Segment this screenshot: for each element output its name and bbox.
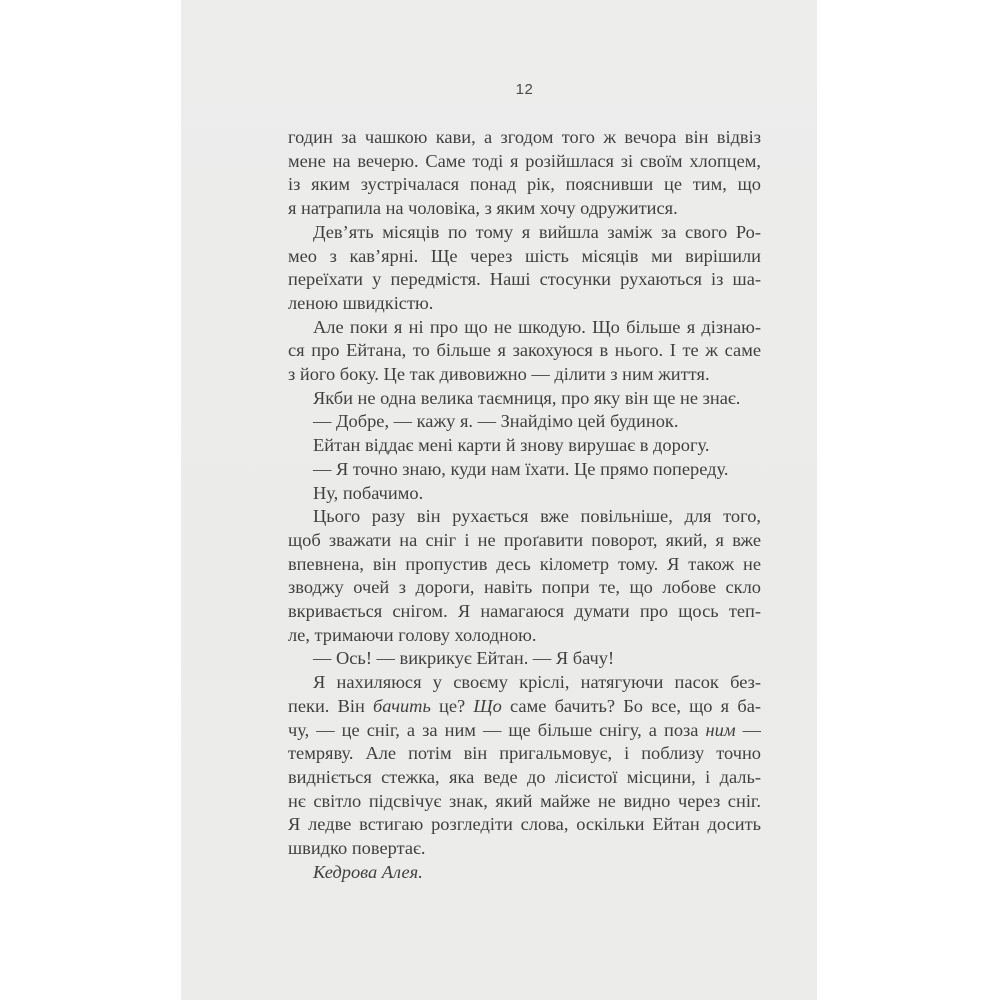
- text-line: [288, 529, 761, 553]
- body-text: годин за чашкою кави, а згодом того ж вечора він відвіз: [288, 127, 761, 147]
- body-text: зводжу очей з дороги, навіть попри те, що лобове скло: [288, 577, 761, 598]
- text-line: [288, 482, 761, 506]
- body-text: — Добре, — кажу я. — Знайдімо цей будинок.: [313, 411, 679, 432]
- text-line: [288, 647, 761, 671]
- body-text: мене на вечерю. Саме тоді я розійшлася зі своїм хлопцем,: [288, 150, 761, 171]
- page-number: 12: [515, 81, 534, 98]
- body-text: вкривається снігом. Я намагаюся думати про щось теп-: [288, 601, 761, 622]
- text-line: [288, 339, 761, 363]
- body-text: Але поки я ні про що не шкодую. Що більше я дізнаю-: [313, 316, 761, 337]
- body-text: темряву. Але потім він пригальмовує, і поблизу точно: [288, 743, 761, 764]
- body-text: мео з кав’ярні. Ще через шість місяців ми вирішили: [288, 245, 761, 266]
- italic-text: Що: [473, 695, 502, 716]
- text-line: [288, 126, 761, 150]
- body-text: пеки. Він: [288, 695, 374, 716]
- body-text: Я нахиляюся у своєму кріслі, натягуючи пасок без-: [313, 672, 761, 693]
- body-text: леною швидкістю.: [288, 292, 434, 313]
- text-line: [288, 245, 761, 269]
- text-line: [288, 173, 761, 197]
- body-text: ле, тримаючи голову холодною.: [288, 624, 537, 645]
- text-line: [288, 576, 761, 600]
- text-line: [288, 671, 761, 695]
- body-text: ся про Ейтана, то більше я закохуюся в нього. І те ж саме: [288, 340, 761, 361]
- body-text: нє світло підсвічує знак, який майже не видно через сніг.: [288, 790, 761, 811]
- body-text: переїхати у передмістя. Наші стосунки рухаються із ша-: [288, 269, 761, 290]
- text-line: [288, 410, 761, 434]
- text-line: [288, 387, 761, 411]
- book-page: [181, 0, 817, 1000]
- text-line: [288, 292, 761, 316]
- body-text: впевнена, він пропустив десь кілометр тому. Я також не: [288, 553, 761, 574]
- text-line: [288, 624, 761, 648]
- text-line: [288, 363, 761, 387]
- text-line: [288, 766, 761, 790]
- text-line: [288, 837, 761, 861]
- italic-text: Кедрова Алея.: [313, 861, 423, 882]
- body-text: саме бачить? Бо все, що я ба-: [501, 695, 761, 716]
- text-line: [288, 458, 761, 482]
- text-line: [288, 221, 761, 245]
- body-text: Дев’ять місяців по тому я вийшла заміж за свого Ро-: [313, 221, 761, 242]
- body-text: Ну, побачимо.: [313, 482, 424, 503]
- text-line: [288, 505, 761, 529]
- body-text: Якби не одна велика таємниця, про яку він ще не знає.: [313, 387, 741, 408]
- text-line: [288, 719, 761, 743]
- text-line: [288, 316, 761, 340]
- italic-text: ним: [705, 719, 736, 740]
- text-line: [288, 268, 761, 292]
- body-text: чу, — це сніг, а за ним — ще більше снігу, а поза: [288, 719, 706, 740]
- text-line: [288, 790, 761, 814]
- text-line: [288, 150, 761, 174]
- italic-text: бачить: [373, 695, 431, 716]
- text-line: [288, 695, 761, 719]
- body-text: Цього разу він рухається вже повільніше, для того,: [313, 506, 761, 527]
- page-text: [288, 126, 761, 885]
- text-line: [288, 197, 761, 221]
- body-text: щоб зважати на сніг і не проґавити поворот, який, я вже: [288, 529, 761, 550]
- text-line: [288, 742, 761, 766]
- body-text: це?: [430, 695, 474, 716]
- text-line: [288, 813, 761, 837]
- text-line: [288, 861, 761, 885]
- text-line: [288, 553, 761, 577]
- body-text: з його боку. Це так дивовижно — ділити з ним життя.: [288, 364, 710, 385]
- body-text: із яким зустрічалася понад рік, пояснивши це тим, що: [288, 174, 761, 195]
- body-text: — Ось! — викрикує Ейтан. — Я бачу!: [313, 648, 615, 669]
- body-text: — Я точно знаю, куди нам їхати. Це прямо попереду.: [313, 458, 729, 479]
- body-text: —: [735, 719, 761, 740]
- body-text: швидко повертає.: [288, 838, 426, 859]
- text-line: [288, 434, 761, 458]
- body-text: Ейтан віддає мені карти й знову вирушає в дорогу.: [313, 435, 710, 456]
- body-text: видніється стежка, яка веде до лісистої місцини, і даль-: [288, 766, 761, 787]
- body-text: я натрапила на чоловіка, з яким хочу одружитися.: [288, 198, 678, 219]
- text-line: [288, 600, 761, 624]
- body-text: Я ледве встигаю розгледіти слова, оскільки Ейтан досить: [288, 814, 761, 835]
